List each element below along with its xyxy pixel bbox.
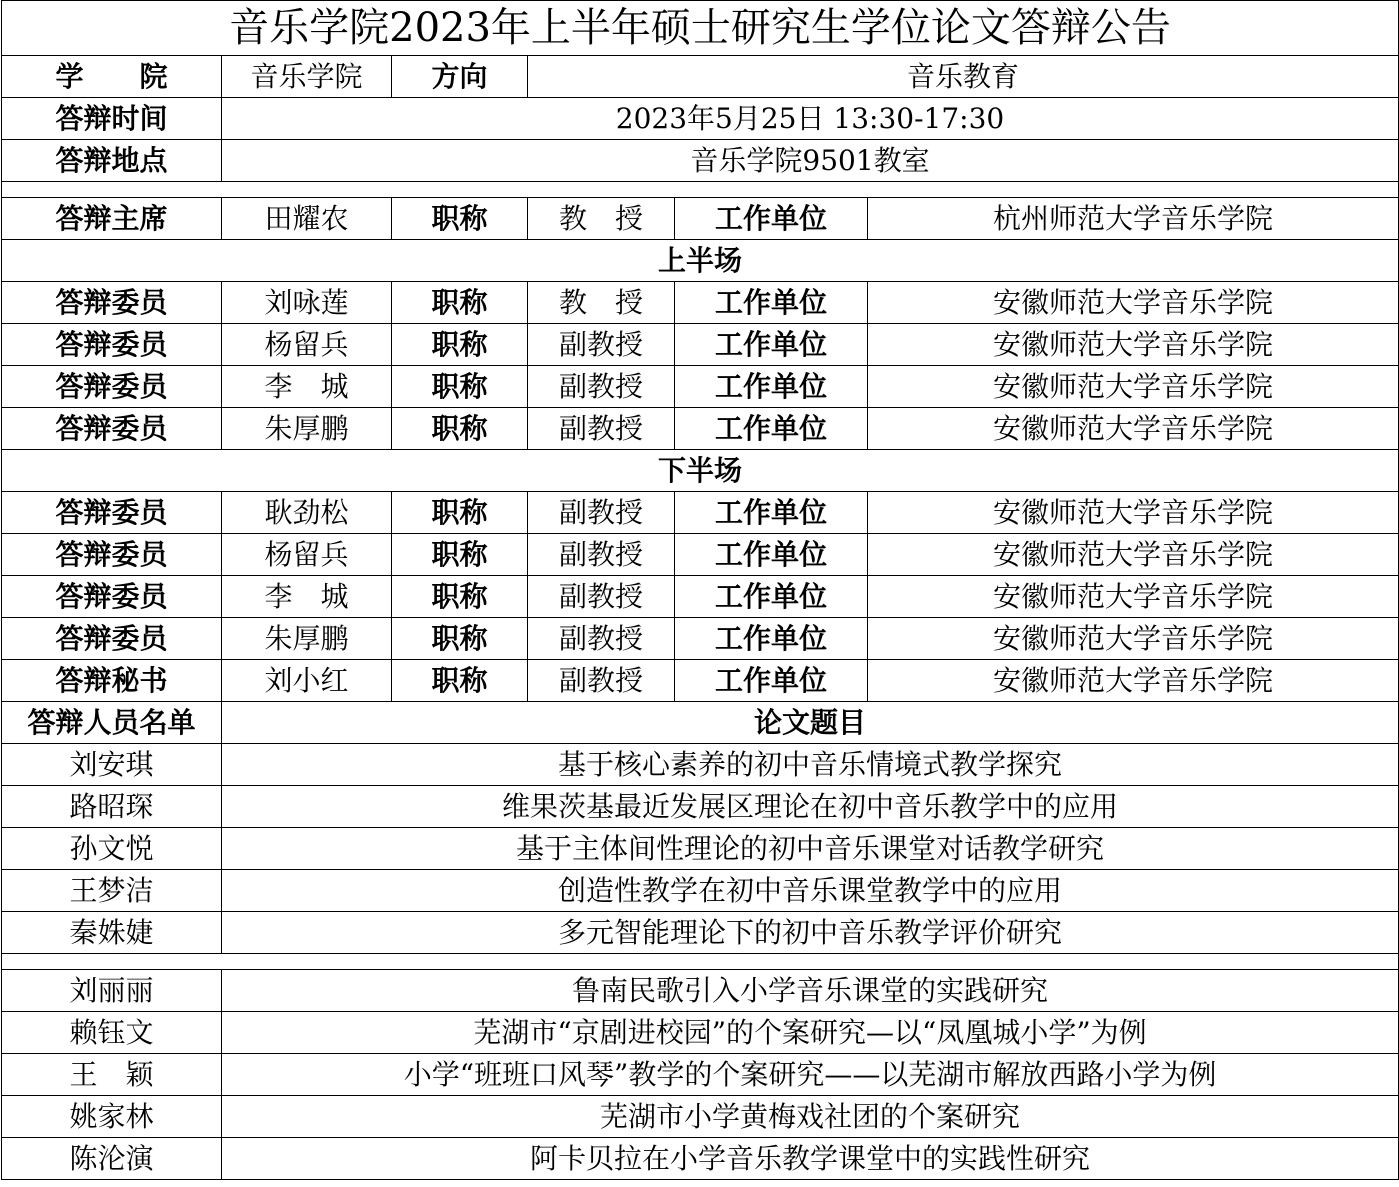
role-cell: 答辩委员 [2, 366, 222, 408]
student-topic: 芜湖市“京剧进校园”的个案研究—以“凤凰城小学”为例 [222, 1012, 1399, 1054]
title-cell: 副教授 [528, 366, 675, 408]
student-topic: 基于主体间性理论的初中音乐课堂对话教学研究 [222, 828, 1399, 870]
student-topic: 创造性教学在初中音乐课堂教学中的应用 [222, 870, 1399, 912]
chair-row [2, 198, 1399, 240]
member-row [2, 660, 1399, 702]
name-cell: 朱厚鹏 [222, 408, 392, 450]
title-cell: 教 授 [528, 198, 675, 240]
unit-label-cell: 工作单位 [675, 408, 868, 450]
title-label-cell: 职称 [392, 534, 528, 576]
time-label: 答辩时间 [2, 98, 222, 140]
name-cell: 刘小红 [222, 660, 392, 702]
title-cell: 副教授 [528, 408, 675, 450]
unit-label-cell: 工作单位 [675, 366, 868, 408]
name-cell: 李 城 [222, 366, 392, 408]
direction-label: 方向 [392, 56, 528, 98]
students-name-header: 答辩人员名单 [2, 702, 222, 744]
unit-cell: 安徽师范大学音乐学院 [868, 366, 1399, 408]
member-row [2, 366, 1399, 408]
name-cell: 朱厚鹏 [222, 618, 392, 660]
separator-row [2, 954, 1399, 970]
student-name: 王 颖 [2, 1054, 222, 1096]
student-row [2, 912, 1399, 954]
student-name: 赖钰文 [2, 1012, 222, 1054]
defense-notice-table [1, 0, 1399, 1180]
role-cell: 答辩委员 [2, 324, 222, 366]
unit-cell: 杭州师范大学音乐学院 [868, 198, 1399, 240]
name-cell: 田耀农 [222, 198, 392, 240]
student-name: 陈沦演 [2, 1138, 222, 1180]
title-cell: 副教授 [528, 618, 675, 660]
member-row [2, 576, 1399, 618]
name-cell: 刘咏莲 [222, 282, 392, 324]
title-label-cell: 职称 [392, 660, 528, 702]
time-row [2, 98, 1399, 140]
student-topic: 多元智能理论下的初中音乐教学评价研究 [222, 912, 1399, 954]
unit-label-cell: 工作单位 [675, 198, 868, 240]
unit-label-cell: 工作单位 [675, 492, 868, 534]
unit-label-cell: 工作单位 [675, 324, 868, 366]
student-row [2, 970, 1399, 1012]
name-cell: 杨留兵 [222, 534, 392, 576]
page-title: 音乐学院2023年上半年硕士研究生学位论文答辩公告 [2, 1, 1399, 56]
student-name: 秦姝婕 [2, 912, 222, 954]
place-row [2, 140, 1399, 182]
role-cell: 答辩委员 [2, 282, 222, 324]
member-row [2, 492, 1399, 534]
member-row [2, 534, 1399, 576]
separator-cell [2, 954, 1399, 970]
student-row [2, 870, 1399, 912]
direction-value: 音乐教育 [528, 56, 1399, 98]
title-label-cell: 职称 [392, 576, 528, 618]
name-cell: 耿劲松 [222, 492, 392, 534]
student-topic: 鲁南民歌引入小学音乐课堂的实践研究 [222, 970, 1399, 1012]
student-topic: 芜湖市小学黄梅戏社团的个案研究 [222, 1096, 1399, 1138]
student-name: 姚家林 [2, 1096, 222, 1138]
student-name: 王梦洁 [2, 870, 222, 912]
unit-label-cell: 工作单位 [675, 660, 868, 702]
role-cell: 答辩委员 [2, 534, 222, 576]
title-label-cell: 职称 [392, 324, 528, 366]
student-row [2, 828, 1399, 870]
unit-cell: 安徽师范大学音乐学院 [868, 576, 1399, 618]
unit-cell: 安徽师范大学音乐学院 [868, 408, 1399, 450]
title-label-cell: 职称 [392, 366, 528, 408]
unit-cell: 安徽师范大学音乐学院 [868, 492, 1399, 534]
student-name: 孙文悦 [2, 828, 222, 870]
student-row [2, 1054, 1399, 1096]
student-row [2, 1096, 1399, 1138]
member-row [2, 324, 1399, 366]
first-half-heading: 上半场 [2, 240, 1399, 282]
second-half-heading: 下半场 [2, 450, 1399, 492]
role-cell: 答辩秘书 [2, 660, 222, 702]
role-cell: 答辩委员 [2, 492, 222, 534]
place-label: 答辩地点 [2, 140, 222, 182]
title-cell: 副教授 [528, 492, 675, 534]
student-row [2, 1012, 1399, 1054]
unit-label-cell: 工作单位 [675, 576, 868, 618]
role-cell: 答辩委员 [2, 618, 222, 660]
unit-cell: 安徽师范大学音乐学院 [868, 324, 1399, 366]
separator-cell [2, 182, 1399, 198]
student-row [2, 1138, 1399, 1180]
students-header-row [2, 702, 1399, 744]
title-label-cell: 职称 [392, 408, 528, 450]
unit-label-cell: 工作单位 [675, 618, 868, 660]
title-cell: 副教授 [528, 576, 675, 618]
member-row [2, 408, 1399, 450]
member-row [2, 282, 1399, 324]
separator-row [2, 182, 1399, 198]
place-value: 音乐学院9501教室 [222, 140, 1399, 182]
student-name: 刘丽丽 [2, 970, 222, 1012]
student-name: 刘安琪 [2, 744, 222, 786]
title-label-cell: 职称 [392, 282, 528, 324]
second-half-heading-row [2, 450, 1399, 492]
title-cell: 副教授 [528, 534, 675, 576]
title-row [2, 1, 1399, 56]
unit-label-cell: 工作单位 [675, 534, 868, 576]
title-label-cell: 职称 [392, 198, 528, 240]
college-label: 学 院 [2, 56, 222, 98]
student-topic: 小学“班班口风琴”教学的个案研究——以芜湖市解放西路小学为例 [222, 1054, 1399, 1096]
student-name: 路昭琛 [2, 786, 222, 828]
role-cell: 答辩委员 [2, 576, 222, 618]
unit-cell: 安徽师范大学音乐学院 [868, 282, 1399, 324]
student-topic: 阿卡贝拉在小学音乐教学课堂中的实践性研究 [222, 1138, 1399, 1180]
student-topic: 维果茨基最近发展区理论在初中音乐教学中的应用 [222, 786, 1399, 828]
title-cell: 教 授 [528, 282, 675, 324]
title-cell: 副教授 [528, 660, 675, 702]
college-value: 音乐学院 [222, 56, 392, 98]
first-half-heading-row [2, 240, 1399, 282]
college-row [2, 56, 1399, 98]
title-label-cell: 职称 [392, 618, 528, 660]
role-cell: 答辩委员 [2, 408, 222, 450]
unit-label-cell: 工作单位 [675, 282, 868, 324]
student-topic: 基于核心素养的初中音乐情境式教学探究 [222, 744, 1399, 786]
student-row [2, 786, 1399, 828]
title-cell: 副教授 [528, 324, 675, 366]
unit-cell: 安徽师范大学音乐学院 [868, 534, 1399, 576]
name-cell: 杨留兵 [222, 324, 392, 366]
unit-cell: 安徽师范大学音乐学院 [868, 660, 1399, 702]
students-topic-header: 论文题目 [222, 702, 1399, 744]
unit-cell: 安徽师范大学音乐学院 [868, 618, 1399, 660]
title-label-cell: 职称 [392, 492, 528, 534]
name-cell: 李 城 [222, 576, 392, 618]
time-value: 2023年5月25日 13:30-17:30 [222, 98, 1399, 140]
role-cell: 答辩主席 [2, 198, 222, 240]
member-row [2, 618, 1399, 660]
student-row [2, 744, 1399, 786]
